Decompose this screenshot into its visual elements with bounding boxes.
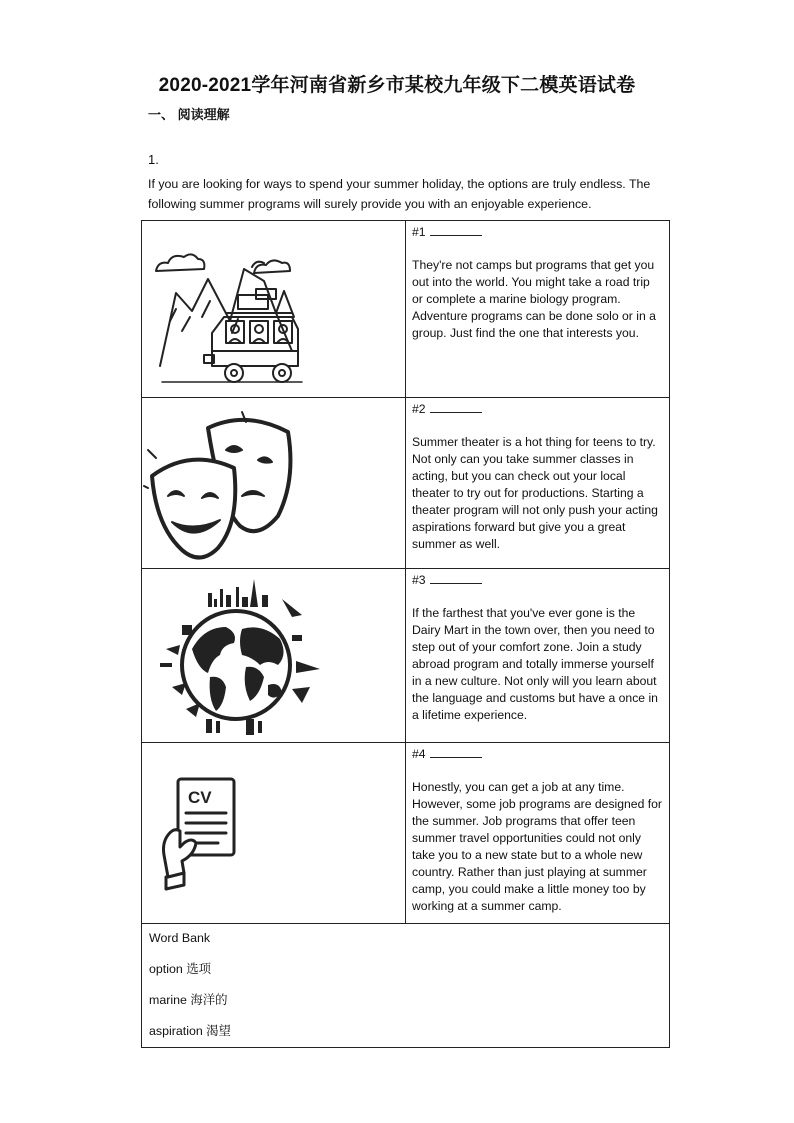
word-bank-entry: aspiration 渴望 <box>149 1024 231 1038</box>
answer-blank[interactable] <box>430 223 482 236</box>
globe-landmarks-icon <box>142 569 405 741</box>
program-description: If the farthest that you've ever gone is the Dairy Mart in the town over, then you need to step out of your comfort zone. Join a study abroad program and totally immerse yourself in a new culture. Not only will you learn about the language and customs but have a once in a lifetime experience. <box>412 606 658 722</box>
program-label: #4 <box>412 745 663 763</box>
word-bank-entry: option 选项 <box>149 962 211 976</box>
answer-blank[interactable] <box>430 745 482 758</box>
program-text-cell <box>406 569 670 743</box>
answer-blank[interactable] <box>430 571 482 584</box>
program-row <box>142 569 670 743</box>
program-label: #2 <box>412 400 663 418</box>
program-description: Summer theater is a hot thing for teens to try. Not only can you take summer classes in acting, but you can check out your local theater to try out for productions. Starting a theater program will not only push your acting aspirations forward but give you a great summer as well. <box>412 435 658 551</box>
program-row <box>142 398 670 569</box>
word-bank-heading: Word Bank <box>149 931 211 945</box>
program-row <box>142 743 670 924</box>
question-number: 1. <box>148 152 159 167</box>
program-text-cell <box>406 398 670 569</box>
answer-blank[interactable] <box>430 400 482 413</box>
word-bank-entry: marine 海洋的 <box>149 993 228 1007</box>
cv-document-icon <box>142 743 405 922</box>
word-bank-row <box>142 924 670 1048</box>
program-text-cell <box>406 743 670 924</box>
program-row <box>142 221 670 398</box>
section-heading: 一、 阅读理解 <box>148 107 230 122</box>
program-label: #3 <box>412 571 663 589</box>
program-text-cell <box>406 221 670 398</box>
program-description: They're not camps but programs that get you out into the world. You might take a road trip or complete a marine biology program. Adventure programs can be done solo or in a group. Just find the one that interests you. <box>412 258 656 340</box>
question-intro: If you are looking for ways to spend your summer holiday, the options are truly endless. The following summer programs will surely provide you with an enjoyable experience. <box>148 177 651 211</box>
program-image-cell <box>142 743 406 924</box>
programs-table <box>141 220 670 1048</box>
cv-label: CV <box>188 788 212 807</box>
program-image-cell <box>142 398 406 569</box>
word-bank <box>142 924 670 1048</box>
program-image-cell <box>142 221 406 398</box>
page-title: 2020-2021学年河南省新乡市某校九年级下二模英语试卷 <box>158 75 636 96</box>
program-image-cell <box>142 569 406 743</box>
theater-masks-icon <box>142 398 405 568</box>
program-description: Honestly, you can get a job at any time. However, some job programs are designed for the summer. Job programs that offer teen summer travel opportunities could not only take you to a new state but to a whole new country. Rather than just playing at summer camp, you could make a little money too by working at a summer camp. <box>412 780 662 913</box>
program-label: #1 <box>412 223 663 241</box>
road-trip-car-icon <box>142 221 405 396</box>
